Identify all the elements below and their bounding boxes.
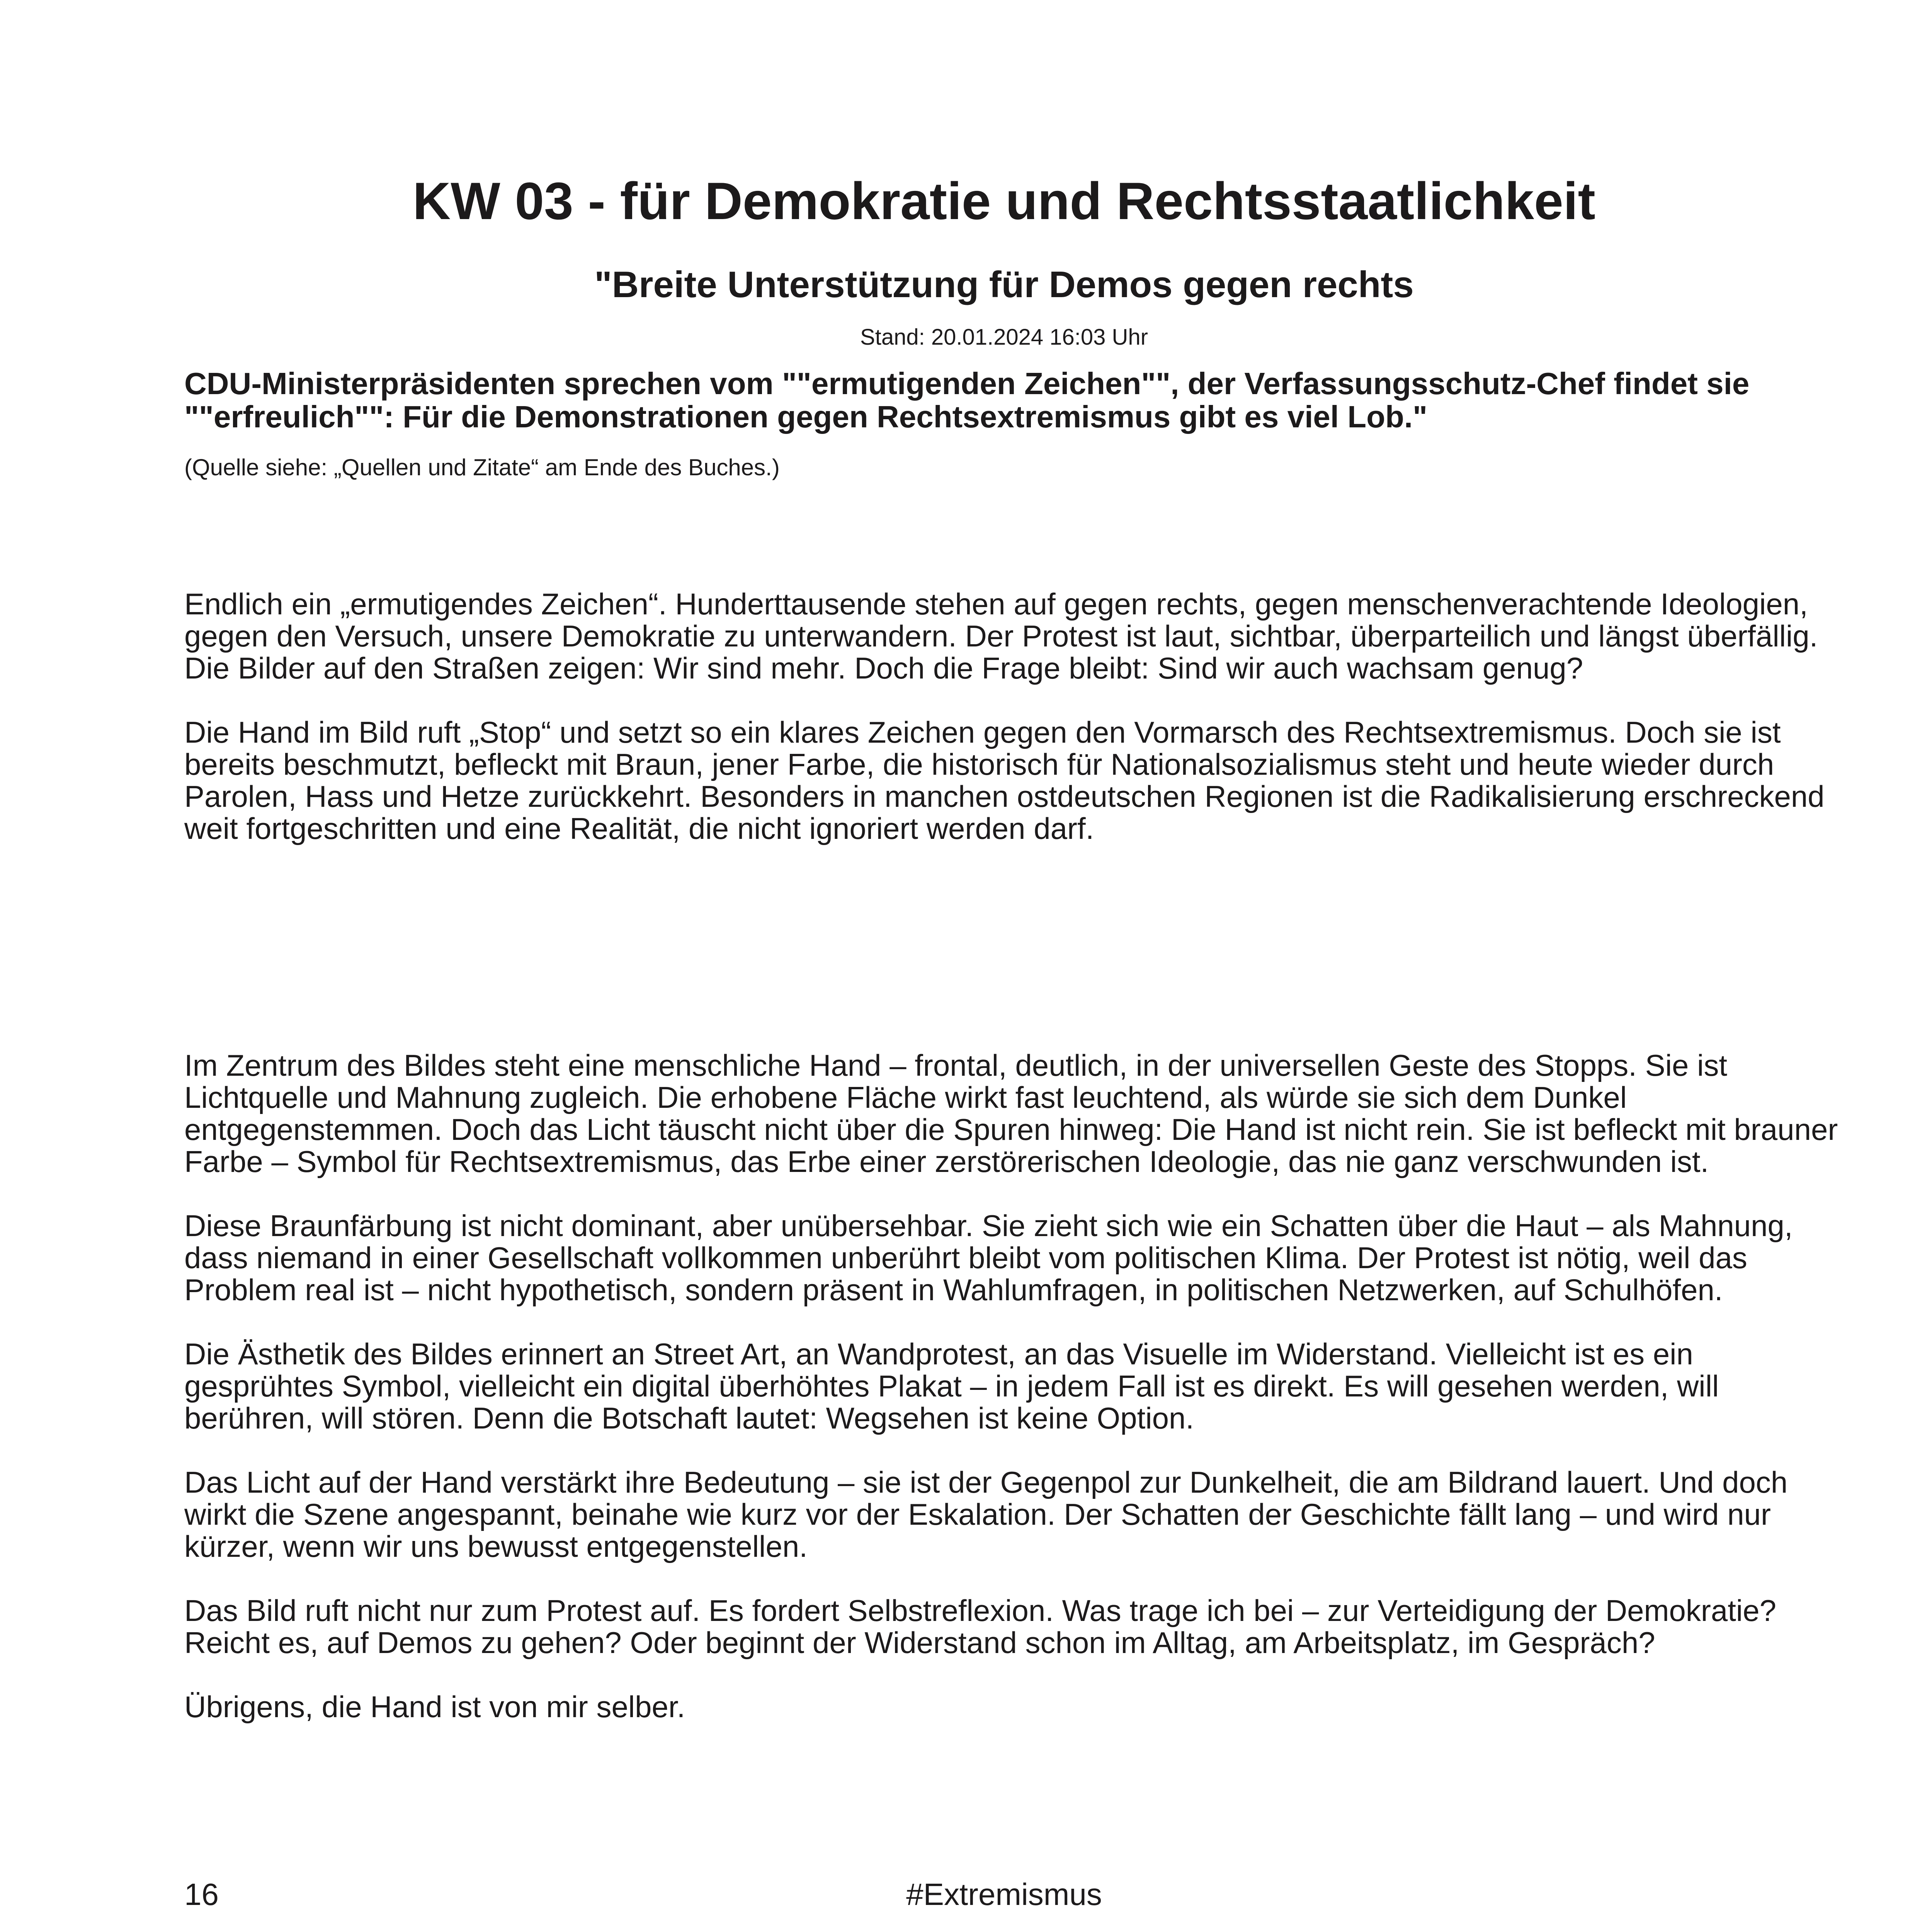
body-paragraph: Diese Braunfärbung ist nicht dominant, aber unübersehbar. Sie zieht sich wie ein Schatten über die Haut – als Mahnung, dass niemand in einer Gesellschaft vollkommen unberührt bleibt vom politischen Klima. Der Protest ist nötig, weil das Problem real ist – nicht hypothetisch, sondern präsent in Wahlumfragen, in politischen Netzwerken, auf Schulhöfen. (184, 1209, 1793, 1307)
article-headline: "Breite Unterstützung für Demos gegen rechts (594, 264, 1414, 305)
body-paragraph: Übrigens, die Hand ist von mir selber. (184, 1690, 685, 1724)
source-note: (Quelle siehe: „Quellen und Zitate“ am Ende des Buches.) (184, 454, 780, 480)
body-paragraph: Die Hand im Bild ruft „Stop“ und setzt so ein klares Zeichen gegen den Vormarsch des Rechtsextremismus. Doch sie ist bereits beschmutzt, befleckt mit Braun, jener Farbe, die historisch für Nationalsozialismus steht und heute wieder durch Parolen, Hass und Hetze zurückkehrt. Besonders in manchen ostdeutschen Regionen ist die Radikalisierung erschreckend weit fortgeschritten und eine Realität, die nicht ignoriert werden darf. (184, 715, 1825, 845)
article-lead: CDU-Ministerpräsidenten sprechen vom ""ermutigenden Zeichen"", der Verfassungsschutz-Chef findet sie ""erfreulich"": Für die Demonstrationen gegen Rechtsextremismus gibt es viel Lob." (184, 366, 1750, 434)
footer-hashtag: #Extremismus (906, 1877, 1102, 1912)
body-paragraph: Das Bild ruft nicht nur zum Protest auf. Es fordert Selbstreflexion. Was trage ich bei – zur Verteidigung der Demokratie? Reicht es, auf Demos zu gehen? Oder beginnt der Widerstand schon im Alltag, am Arbeitsplatz, im Gespräch? (184, 1594, 1777, 1660)
body-paragraph: Die Ästhetik des Bildes erinnert an Street Art, an Wandprotest, an das Visuelle im Widerstand. Vielleicht ist es ein gesprühtes Symbol, vielleicht ein digital überhöhtes Plakat – in jedem Fall ist es direkt. Es will gesehen werden, will berühren, will stören. Denn die Botschaft lautet: Wegsehen ist keine Option. (184, 1337, 1719, 1435)
analysis-section (184, 1049, 1846, 1723)
page-title: KW 03 - für Demokratie und Rechtsstaatlichkeit (413, 172, 1595, 230)
article-timestamp: Stand: 20.01.2024 16:03 Uhr (860, 325, 1148, 350)
intro-section (184, 588, 1846, 845)
body-paragraph: Das Licht auf der Hand verstärkt ihre Bedeutung – sie ist der Gegenpol zur Dunkelheit, die am Bildrand lauert. Und doch wirkt die Szene angespannt, beinahe wie kurz vor der Eskalation. Der Schatten der Geschichte fällt lang – und wird nur kürzer, wenn wir uns bewusst entgegenstellen. (184, 1465, 1788, 1563)
page-number: 16 (184, 1877, 219, 1912)
body-paragraph: Endlich ein „ermutigendes Zeichen“. Hunderttausende stehen auf gegen rechts, gegen menschenverachtende Ideologien, gegen den Versuch, unsere Demokratie zu unterwandern. Der Protest ist laut, sichtbar, überparteilich und längst überfällig. Die Bilder auf den Straßen zeigen: Wir sind mehr. Doch die Frage bleibt: Sind wir auch wachsam genug? (184, 587, 1818, 685)
body-paragraph: Im Zentrum des Bildes steht eine menschliche Hand – frontal, deutlich, in der universellen Geste des Stopps. Sie ist Lichtquelle und Mahnung zugleich. Die erhobene Fläche wirkt fast leuchtend, als würde sie sich dem Dunkel entgegenstemmen. Doch das Licht täuscht nicht über die Spuren hinweg: Die Hand ist nicht rein. Sie ist befleckt mit brauner Farbe – Symbol für Rechtsextremismus, das Erbe einer zerstörerischen Ideologie, das nie ganz verschwunden ist. (184, 1048, 1838, 1179)
